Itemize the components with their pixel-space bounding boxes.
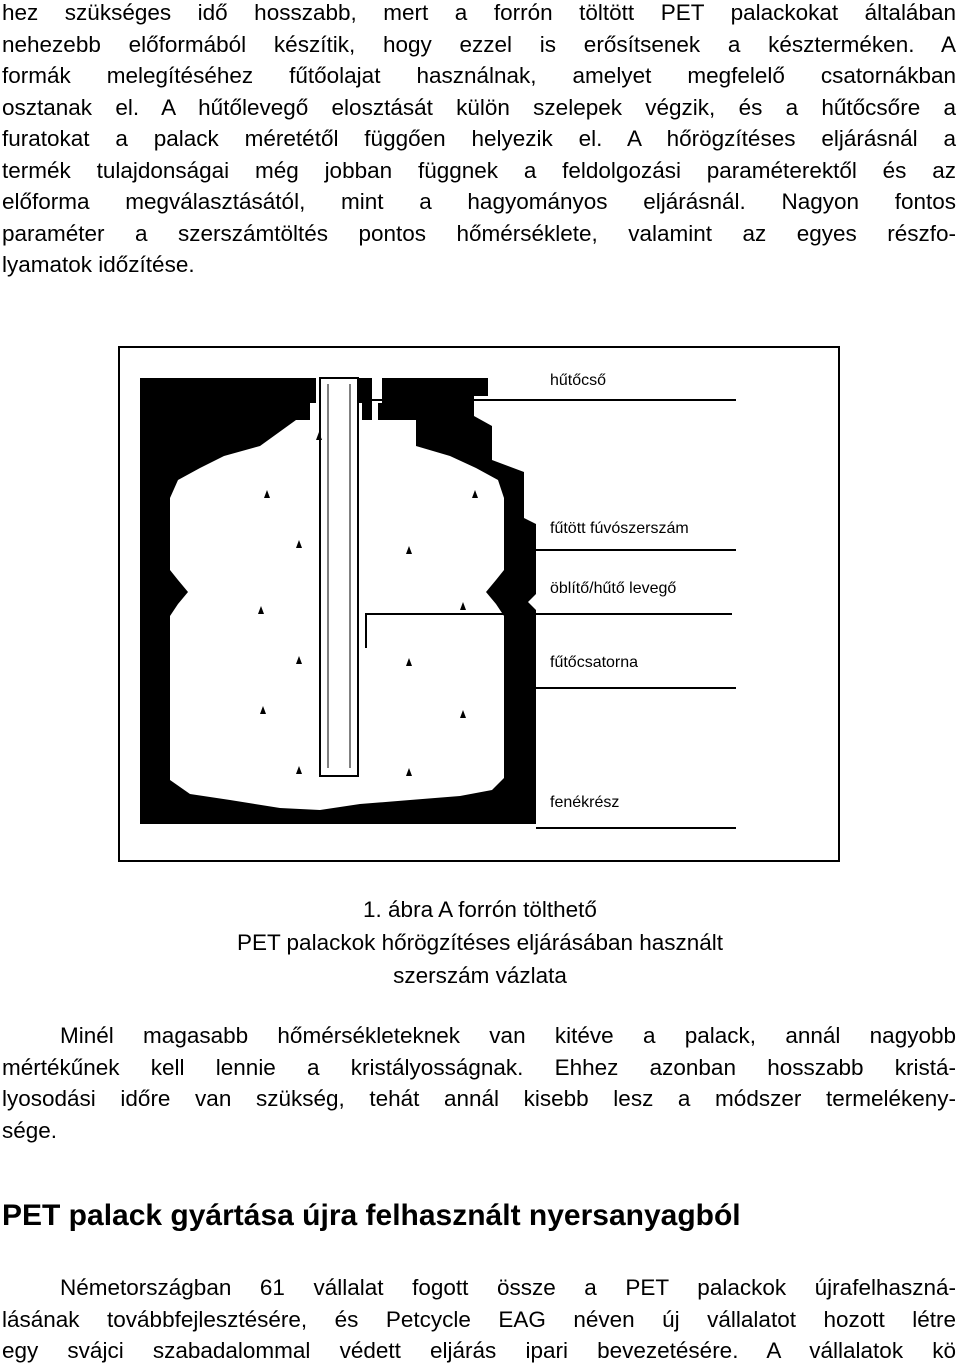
text-line: lyosodási időre van szükség, tehát annál kisebb lesz a módszer termelékeny- (2, 1086, 956, 1111)
cooling-tube (320, 378, 358, 776)
text-line: paraméter a szerszámtöltés pontos hőmérséklete, valamint az egyes részfo- (2, 220, 956, 246)
text-line: osztanak el. A hűtőlevegő elosztását külön szelepek végzik, és a hűtőcsőre a (2, 94, 956, 120)
label-cooling-tube: hűtőcső (550, 372, 607, 389)
figure-caption (0, 893, 960, 992)
caption-line: 1. ábra A forrón tölthető (363, 897, 597, 922)
text-line: sége. (2, 1117, 58, 1143)
second-paragraph (2, 1020, 956, 1146)
mold-diagram-figure (118, 346, 840, 862)
text-line: Minél magasabb hőmérsékleteknek van kitéve a palack, annál nagyobb (60, 1023, 956, 1048)
third-paragraph (2, 1272, 956, 1367)
text-line: formák melegítéséhez fűtőolajat használnak, amelyet megfelelő csatornákban (2, 63, 956, 88)
text-line: nehezebb előformából készítik, hogy ezzel is erősítsenek a készterméken. A (2, 31, 956, 57)
text-line: egy svájci szabadalommal védett eljárás ipari bevezetésére. A vállalatok kö (2, 1338, 956, 1363)
label-heating-channel: fűtőcsatorna (550, 654, 639, 671)
label-rinse-air: öblítő/hűtő levegő (550, 580, 677, 597)
section-heading: PET palack gyártása újra felhasznált nyersanyagból (2, 1199, 741, 1232)
text-line: furatokat a palack méretétől függően helyezik el. A hőrögzítéses eljárásnál a (2, 126, 956, 151)
caption-line: PET palackok hőrögzítéses eljárásában használt (236, 930, 724, 955)
text-line: hez szükséges idő hosszabb, mert a forrón töltött PET palackokat általában (2, 0, 956, 25)
text-line: mértékűnek kell lennie a kristályosságnak. Ehhez azonban hosszabb kristá- (2, 1054, 956, 1080)
label-heated-mold: fűtött fúvószerszám (550, 520, 689, 537)
text-line: lyamatok időzítése. (2, 252, 195, 277)
text-line: termék tulajdonságai még jobban függnek a feldolgozási paraméterektől és az (2, 157, 956, 183)
text-line: lásának továbbfejlesztésére, és Petcycle EAG néven új vállalatot hozott létre (2, 1306, 956, 1332)
label-bottom-part: fenékrész (550, 794, 620, 811)
caption-line: szerszám vázlata (393, 963, 567, 988)
intro-paragraph (2, 0, 956, 281)
mold-diagram (120, 348, 838, 860)
text-line: Németországban 61 vállalat fogott össze a PET palackok újrafelhaszná- (60, 1275, 956, 1300)
text-line: előforma megválasztásától, mint a hagyományos eljárásnál. Nagyon fontos (2, 189, 956, 214)
